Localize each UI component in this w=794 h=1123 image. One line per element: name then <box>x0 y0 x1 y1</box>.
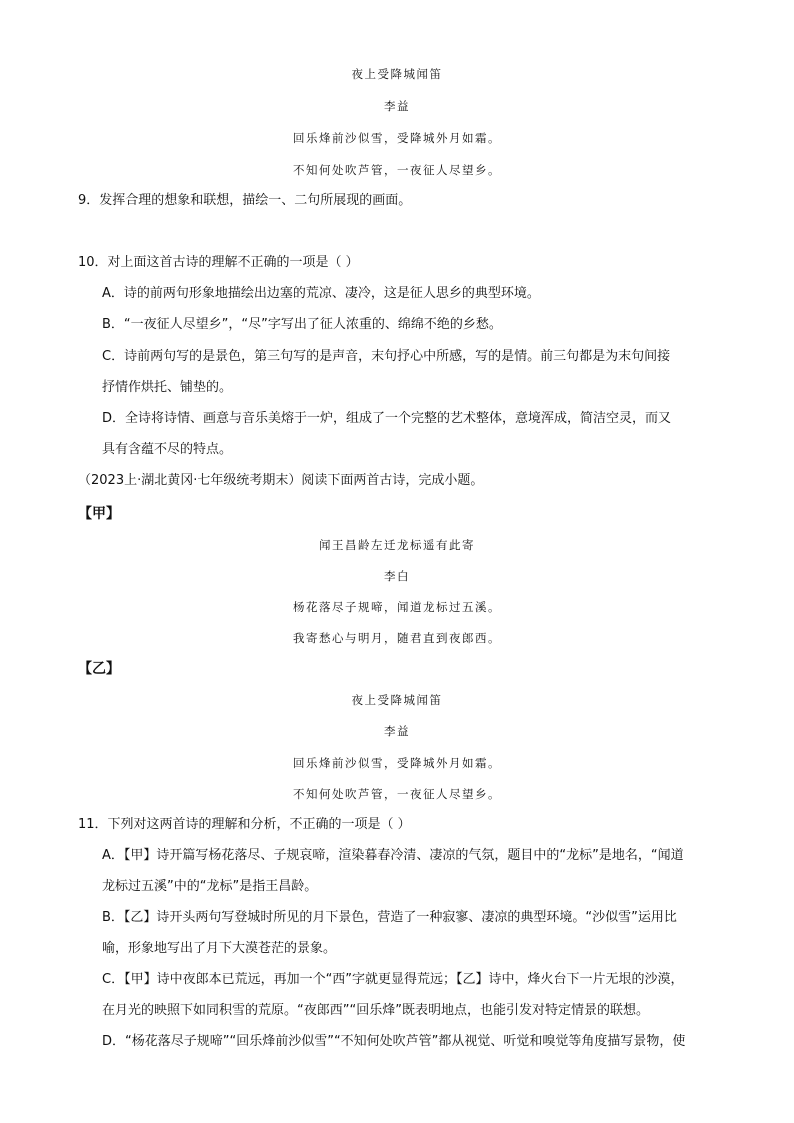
question-11-option-b: B．【乙】诗开头两句写登城时所见的月下景色，营造了一种寂寥、凄凉的典型环境。“沙似雪”运用比 <box>102 910 677 925</box>
question-10-option-c: C．诗前两句写的是景色，第三句写的是声音，末句抒心中所感，写的是情。前三句都是为末句间接 <box>102 349 671 364</box>
jia-line2: 我寄愁心与明月，随君直到夜郎西。 <box>293 631 501 645</box>
jia-title: 闻王昌龄左迁龙标遥有此寄 <box>319 538 475 552</box>
jia-author: 李白 <box>384 569 410 583</box>
question-11-stem: 11．下列对这两首诗的理解和分析，不正确的一项是（ ） <box>78 817 411 832</box>
yi-line2: 不知何处吹芦管，一夜征人尽望乡。 <box>293 787 501 801</box>
jia-tag: 【甲】 <box>78 506 120 522</box>
question-10-option-a: A．诗的前两句形象地描绘出边塞的荒凉、凄冷，这是征人思乡的典型环境。 <box>102 286 540 301</box>
yi-title: 夜上受降城闻笛 <box>351 693 443 707</box>
yi-line1: 回乐烽前沙似雪，受降城外月如霜。 <box>293 756 501 770</box>
yi-author: 李益 <box>384 724 410 738</box>
poem1-author: 李益 <box>384 99 410 113</box>
reading-intro: （2023上·湖北黄冈·七年级统考期末）阅读下面两首古诗，完成小题。 <box>78 473 484 488</box>
question-10-option-d: D．全诗将诗情、画意与音乐美熔于一炉，组成了一个完整的艺术整体，意境浑成，简洁空灵，而又 <box>102 411 672 426</box>
question-10-option-d-cont: 具有含蕴不尽的特点。 <box>102 442 233 457</box>
question-11-option-b-cont: 喻，形象地写出了月下大漠苍茫的景象。 <box>102 941 337 956</box>
question-11-option-d: D．“杨花落尽子规啼”“回乐烽前沙似雪”“不知何处吹芦管”都从视觉、听觉和嗅觉等角度描写景物，使 <box>102 1034 686 1049</box>
question-9: 9．发挥合理的想象和联想，描绘一、二句所展现的画面。 <box>78 193 412 208</box>
question-11-option-a: A．【甲】诗开篇写杨花落尽、子规哀啼，渲染暮春冷清、凄凉的气氛，题目中的“龙标”是地名，“闻道 <box>102 848 684 863</box>
question-10-option-b: B．“一夜征人尽望乡”，“尽”字写出了征人浓重的、绵绵不绝的乡愁。 <box>102 317 502 332</box>
question-10-option-c-cont: 抒情作烘托、铺垫的。 <box>102 380 233 395</box>
question-11-option-c-cont: 在月光的映照下如同积雪的荒原。“夜郎西”“回乐烽”既表明地点，也能引发对特定情景的联想。 <box>102 1003 649 1018</box>
poem1-title: 夜上受降城闻笛 <box>351 67 443 81</box>
question-10-stem: 10．对上面这首古诗的理解不正确的一项是（ ） <box>78 255 359 270</box>
jia-line1: 杨花落尽子规啼，闻道龙标过五溪。 <box>293 600 501 614</box>
question-11-option-a-cont: 龙标过五溪”中的“龙标”是指王昌龄。 <box>102 879 318 894</box>
poem1-line2: 不知何处吹芦管，一夜征人尽望乡。 <box>293 163 501 177</box>
poem1-line1: 回乐烽前沙似雪，受降城外月如霜。 <box>293 131 501 145</box>
yi-tag: 【乙】 <box>78 661 120 677</box>
question-11-option-c: C．【甲】诗中夜郎本已荒远，再加一个“西”字就更显得荒远；【乙】诗中，烽火台下一片无垠的沙漠， <box>102 972 684 987</box>
